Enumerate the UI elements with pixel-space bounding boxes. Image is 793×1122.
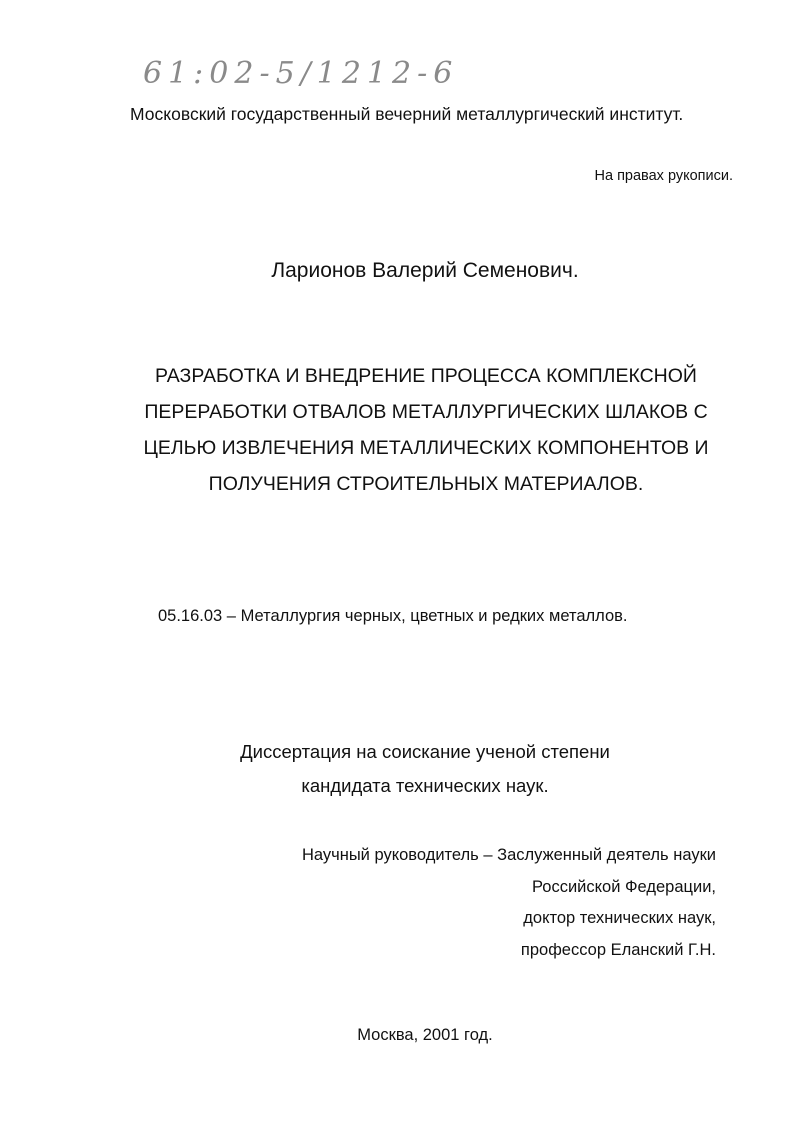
dissertation-line: Диссертация на соискание ученой степени bbox=[240, 741, 610, 762]
title-line: ЦЕЛЬЮ ИЗВЛЕЧЕНИЯ МЕТАЛЛИЧЕСКИХ КОМПОНЕНТОВ И bbox=[143, 437, 709, 459]
supervisor-line: Российской Федерации, bbox=[531, 878, 716, 896]
title-line: ПОЛУЧЕНИЯ СТРОИТЕЛЬНЫХ МАТЕРИАЛОВ. bbox=[208, 473, 644, 495]
title-line: ПЕРЕРАБОТКИ ОТВАЛОВ МЕТАЛЛУРГИЧЕСКИХ ШЛАКОВ С bbox=[144, 401, 708, 423]
title-line: РАЗРАБОТКА И ВНЕДРЕНИЕ ПРОЦЕССА КОМПЛЕКСНОЙ bbox=[155, 365, 697, 387]
institution-name: Московский государственный вечерний металлургический институт. bbox=[130, 104, 684, 124]
specialty-code: 05.16.03 – Металлургия черных, цветных и редких металлов. bbox=[158, 607, 628, 625]
city-year: Москва, 2001 год. bbox=[357, 1026, 493, 1044]
supervisor-line: профессор Еланский Г.Н. bbox=[520, 941, 716, 959]
dissertation-line: кандидата технических наук. bbox=[301, 775, 549, 796]
author-name: Ларионов Валерий Семенович. bbox=[271, 259, 579, 282]
handwritten-catalog-code: 61:02-5/1212-6 bbox=[143, 56, 459, 91]
supervisor-line: Научный руководитель – Заслуженный деятель науки bbox=[301, 846, 716, 864]
supervisor-line: доктор технических наук, bbox=[523, 909, 716, 927]
manuscript-rights-note: На правах рукописи. bbox=[594, 168, 733, 184]
